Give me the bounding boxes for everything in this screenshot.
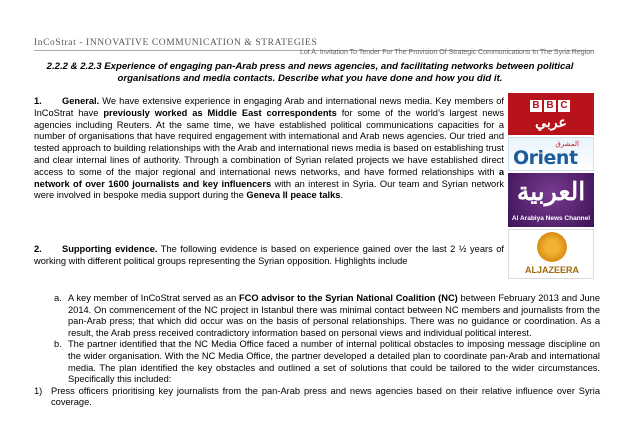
text-run: Press officers prioritising key journalists from the pan-Arab press and news agencies based on their relative influence over Syria coverage. (51, 385, 600, 408)
al-jazeera-emblem-icon (537, 232, 567, 262)
text-run: for some of the world’s largest news agencies including Reuters. At the same time, we have established political communications capacities for a number of organisations that have required engagement with international and Arab news agencies. Our tried and tested approach to building relationships with the Arab and international news media is based on establishing trust and clear internal lines of authority. Through a combination of Syrian related projects we have established direct access to some of the major regional and international news networks, and have formed relationships with (34, 107, 504, 177)
question-heading: 2.2.2 & 2.2.3 Experience of engaging pan-Arab press and news agencies, and facilitating networks between political organisations and media contacts. Describe what you have done and how you did it. (46, 61, 574, 84)
lot-header: Lot A: Invitation To Tender For The Provision Of Strategic Communications In The Syria Region (299, 49, 594, 56)
text-run: The partner identified that the NC Media Office faced a number of internal political obstacles to imposing message discipline on the wider organisation. With the NC Media Office, the partner developed a detailed plan to coordinate pan-Arab and international media. The plan identified the key obstacles and outlined a set of solutions that could be tailored to the wider circumstances. Specifically this included: (68, 339, 600, 385)
bbc-letter: B (530, 100, 542, 112)
orient-text: Orient (513, 147, 578, 169)
al-arabiya-english-text: Al Arabiya News Channel (511, 215, 591, 222)
bbc-arabic-text: عربي (535, 114, 567, 130)
orient-arabic-text: المشرق (555, 141, 579, 148)
section-general (34, 96, 504, 202)
emphasis-text: a network of over 1600 journalists and key influencers (34, 166, 504, 189)
media-logos (508, 93, 594, 281)
list-marker: b. (54, 339, 62, 350)
text-run: . (340, 190, 344, 201)
al-arabiya-arabic-text: العربية (516, 178, 586, 206)
section-supporting-evidence (34, 244, 504, 268)
text-run: with an interest in Syria. Our team and Syrian network were involved in bespoke media support during the (34, 178, 504, 201)
text-run: between February 2013 and June 2014. On commencement of the NC project in Istanbul there was minimal contact between NC members and journalists from the pan-Arab press; that which did occur was on the basis of personal relationships. There was no guidance or coordination. As a result, the Arab press received contradictory information based on personal views and individual political interest. (68, 293, 600, 338)
emphasis-text: previously worked as Middle East correspondents (103, 107, 337, 118)
section-heading: General. (62, 96, 100, 106)
evidence-list (34, 293, 600, 409)
text-run: The following evidence is based on experience gained over the last 2 ½ years of working with different political groups representing the Syrian opposition. Highlights include (34, 244, 504, 266)
section-number: 1. (34, 96, 42, 106)
list-item (34, 339, 600, 385)
company-header: InCoStrat - INNOVATIVE COMMUNICATION & STRATEGIES (34, 38, 318, 48)
list-item (34, 386, 600, 409)
emphasis-text: Geneva II peace talks (246, 190, 341, 201)
bbc-arabic-logo (508, 93, 594, 135)
bbc-letter: C (558, 100, 570, 112)
al-arabiya-logo (508, 173, 594, 227)
text-run: We have extensive experience in engaging Arab and international news media. Key members of InCoStrat have (34, 96, 504, 118)
orient-logo (508, 137, 594, 171)
list-marker: 1) (34, 385, 43, 396)
al-jazeera-logo (508, 229, 594, 279)
text-run: A key member of InCoStrat served as an (68, 293, 239, 303)
section-number: 2. (34, 244, 42, 254)
section-heading: Supporting evidence. (62, 244, 158, 254)
list-item (34, 293, 600, 339)
bbc-letter: B (544, 100, 556, 112)
al-jazeera-text: ALJAZEERA (524, 265, 579, 275)
emphasis-text: FCO advisor to the Syrian National Coalition (NC) (238, 293, 458, 303)
list-marker: a. (54, 293, 62, 303)
